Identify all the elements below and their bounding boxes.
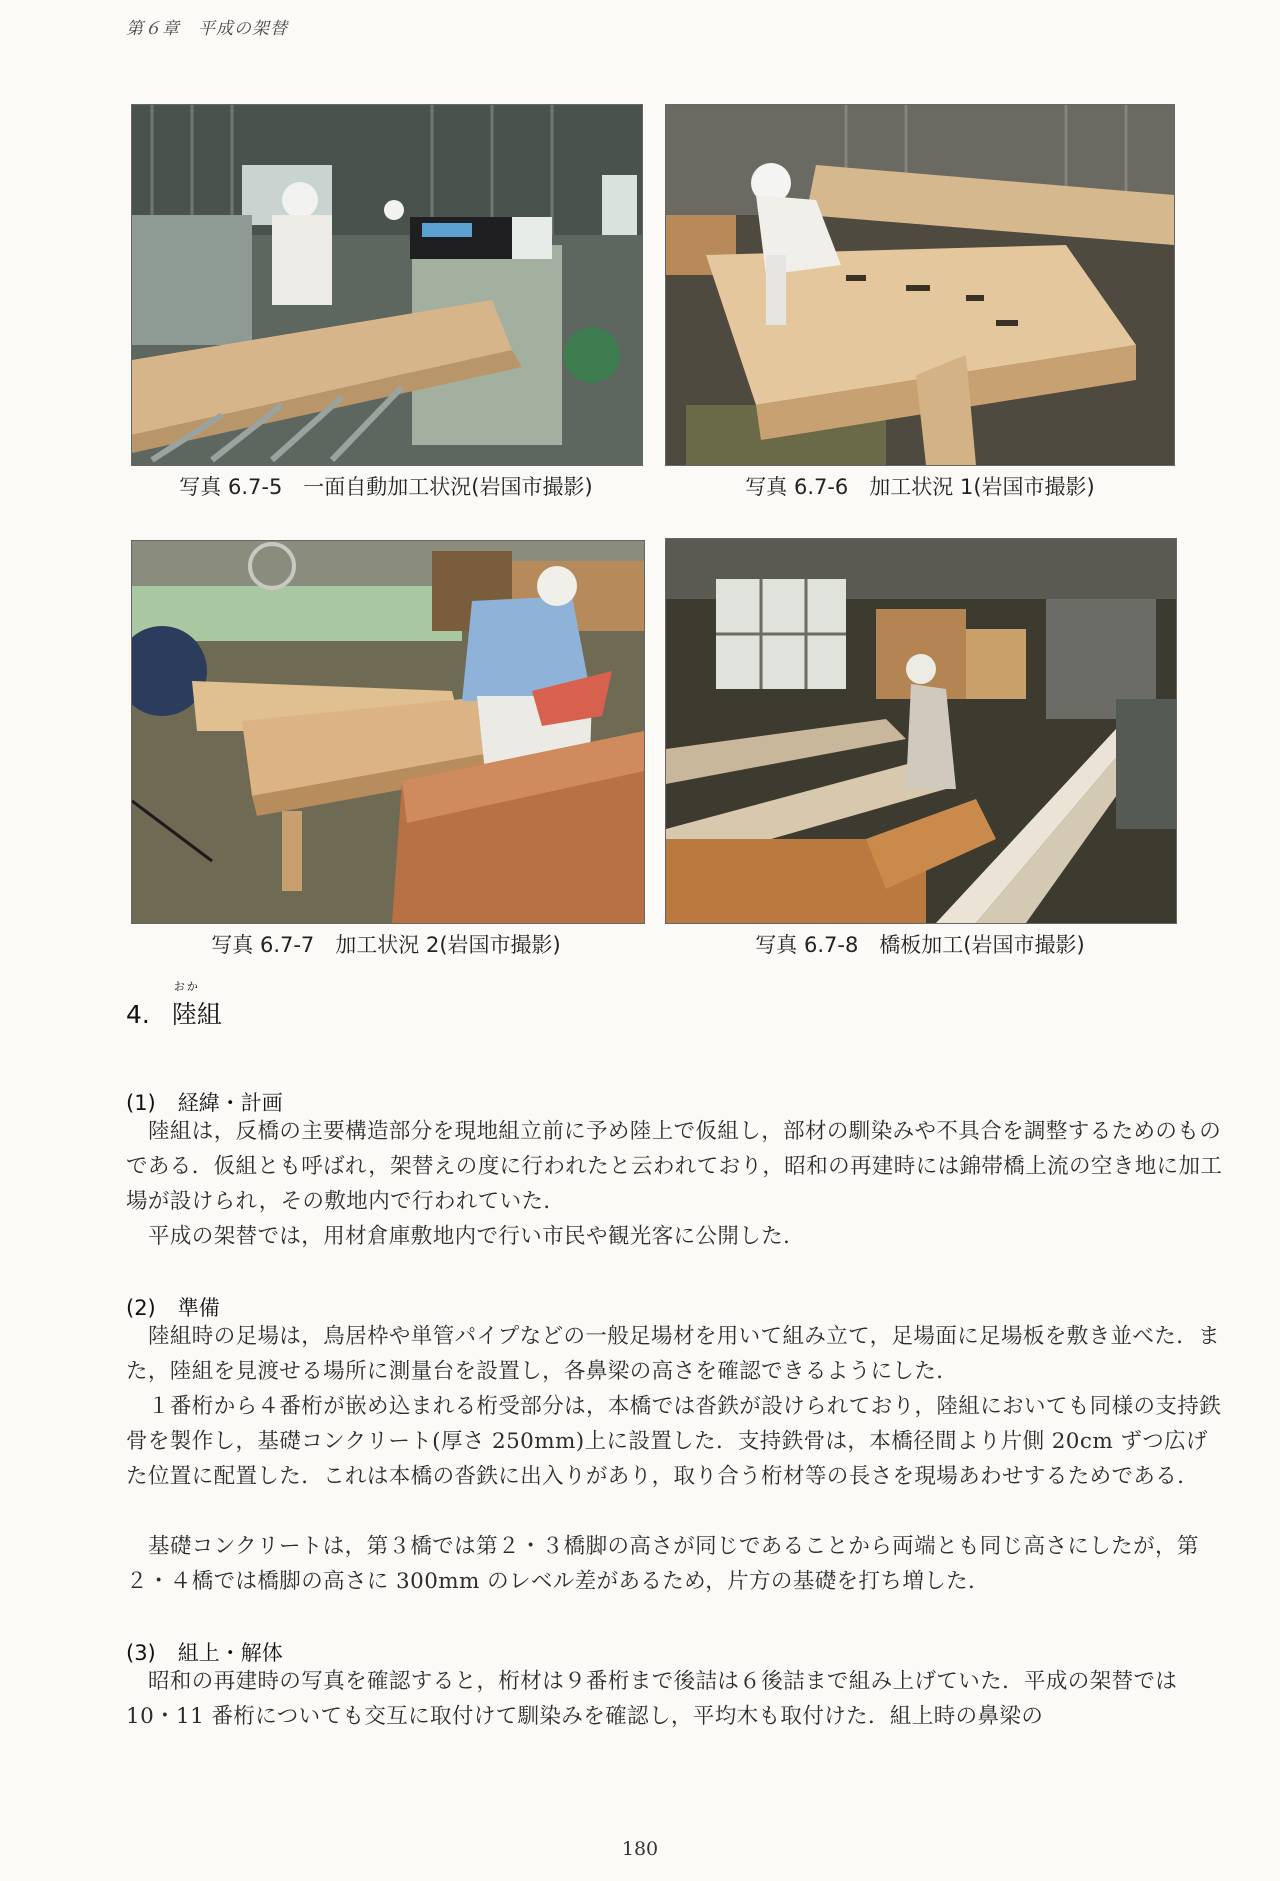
photo-caption: 写真 6.7-8 橋板加工(岩国市撮影) bbox=[755, 933, 1085, 957]
subsection-number: (2) bbox=[126, 1296, 156, 1320]
subsection-title: 組上・解体 bbox=[177, 1641, 283, 1665]
photo-automatic-planing bbox=[131, 104, 643, 466]
photo-bridge-plank-processing bbox=[665, 538, 1177, 924]
photo-timber-marking bbox=[665, 104, 1175, 466]
subsection-title: 経緯・計画 bbox=[177, 1091, 283, 1115]
page-number: 180 bbox=[621, 1838, 659, 1860]
photo-caption: 写真 6.7-7 加工状況 2(岩国市撮影) bbox=[211, 933, 561, 957]
subsection-heading bbox=[126, 1637, 283, 1667]
body-paragraph: １番桁から４番桁が嵌め込まれる桁受部分は，本橋では沓鉄が設けられており，陸組においても同様の支持鉄骨を製作し，基礎コンクリート(厚さ 250mm)上に設置した．支持鉄骨は，本橋径間より片側 20cm ずつ広げた位置に配置した．これは本橋の沓鉄に出入りがあり，取り合う桁材等の長さを現場あわせするためである． bbox=[126, 1394, 1222, 1489]
section-title-wrap bbox=[171, 980, 222, 1031]
photo-carpenter-at-work bbox=[131, 540, 645, 924]
photo-caption: 写真 6.7-6 加工状況 1(岩国市撮影) bbox=[745, 475, 1095, 499]
subsection-heading bbox=[126, 1087, 283, 1117]
body-paragraph: 平成の架替では，用材倉庫敷地内で行い市民や観光客に公開した． bbox=[148, 1224, 806, 1249]
body-paragraph: 陸組は，反橋の主要構造部分を現地組立前に予め陸上で仮組し，部材の馴染みや不具合を調整するためのものである．仮組とも呼ばれ，架替えの度に行われたと云われており，昭和の再建時には錦帯橋上流の空き地に加工場が設けられ，その敷地内で行われていた． bbox=[126, 1119, 1223, 1214]
subsection-number: (1) bbox=[126, 1091, 156, 1115]
subsection-title: 準備 bbox=[177, 1296, 220, 1320]
photo-caption: 写真 6.7-5 一面自動加工状況(岩国市撮影) bbox=[179, 475, 593, 499]
body-paragraph: 基礎コンクリートは，第３橋では第２・３橋脚の高さが同じであることから両端とも同じ高さにしたが，第２・４橋では橋脚の高さに 300mm のレベル差があるため，片方の基礎を打ち増した． bbox=[126, 1534, 1199, 1594]
body-paragraph: 陸組時の足場は，鳥居枠や単管パイプなどの一般足場材を用いて組み立て，足場面に足場板を敷き並べた．また，陸組を見渡せる場所に測量台を設置し，各鼻梁の高さを確認できるようにした． bbox=[126, 1324, 1221, 1384]
subsection-heading bbox=[126, 1292, 220, 1322]
body-paragraph: 昭和の再建時の写真を確認すると，桁材は９番桁まで後詰は６後詰まで組み上げていた．平成の架替では 10・11 番桁についても交互に取付けて馴染みを確認し，平均木も取付けた．組上時の鼻梁の bbox=[126, 1669, 1178, 1729]
running-head: 第６章 平成の架替 bbox=[126, 19, 288, 39]
section-title: 陸組 bbox=[171, 1000, 222, 1029]
section-heading bbox=[126, 980, 222, 1031]
section-title-ruby: おか bbox=[173, 980, 200, 993]
subsection-number: (3) bbox=[126, 1641, 156, 1665]
section-number: 4. bbox=[126, 1000, 150, 1029]
